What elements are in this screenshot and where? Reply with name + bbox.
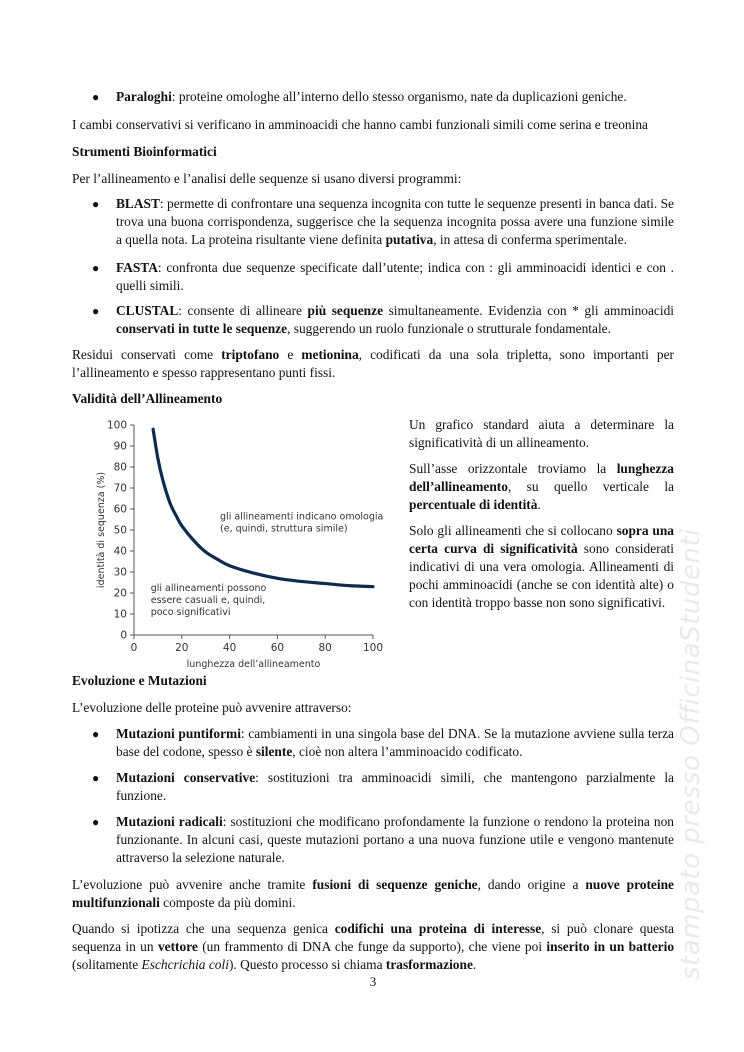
text: simultaneamente. Evidenzia con * gli amminoacidi [383,303,674,318]
x-tick-label: 40 [222,642,237,654]
annotation-line: gli allineamenti indicano omologia [220,511,384,523]
y-tick-label: 50 [113,524,127,537]
text: : proteine omologhe all’interno dello stesso organismo, nate da duplicazioni geniche. [171,89,627,104]
text: Per l’allineamento e l’analisi delle sequenze si usano diversi programmi: [72,171,462,186]
annotation-line: gli allineamenti possono [150,582,267,594]
bullet-conservative [72,769,674,805]
section-heading: Evoluzione e Mutazioni [72,673,207,688]
bullet-icon: ● [92,727,100,741]
text: : cambiamenti in una singola base del DNA. Se la mutazione avviene sulla terza base del codone, spesso è [116,726,674,759]
text: Sull’asse orizzontale troviamo la [409,461,617,476]
term: triptofano [221,347,280,362]
paragraph [116,195,674,249]
x-tick-label: 0 [130,642,138,654]
y-tick-label: 20 [113,587,127,600]
paragraph [116,725,674,761]
term: fusioni di sequenze geniche [312,877,478,892]
axes [96,420,383,671]
term: inserito in un batterio [546,939,675,954]
term: putativa [385,232,434,247]
paragraph [72,346,674,382]
bullet-clustal [72,302,674,338]
text: ). Questo processo si chiama [228,957,386,972]
x-axis-label: lunghezza dell’allineamento [186,659,321,670]
x-tick-label: 100 [362,642,384,654]
y-tick-label: 60 [113,503,127,516]
watermark: stampato presso OfficinaStudenti [676,528,706,980]
x-tick-label: 20 [175,642,189,654]
bullet-icon: ● [92,261,100,275]
paragraph [116,88,674,106]
term: BLAST [116,196,160,211]
paragraph [72,876,674,912]
text: (un frammento di DNA che funge da supporto), che viene poi [197,939,547,954]
bullet-radicali [72,813,674,867]
text: , dando origine a [477,877,586,892]
significance-curve [153,429,373,587]
text: Solo gli allineamenti che si collocano [409,523,617,538]
term: più sequenze [307,303,384,318]
x-tick-label: 80 [318,642,332,654]
text: , codificati da una sola tripletta, sono importanti per l’allineamento e spesso rappresentano punti fissi. [72,347,674,380]
text: . [537,497,541,512]
text: : confronta due sequenze specificate dall’utente; indica con : gli amminoacidi identici e con . quelli simili. [116,260,674,293]
term: silente [255,744,293,759]
paragraph-cambi-conservativi [72,116,674,134]
annotation-line: essere casuali e, quindi, [150,594,266,606]
annotation-line: poco significativi [150,606,231,618]
term: Mutazioni conservative [116,770,256,785]
y-tick-label: 10 [113,608,127,621]
term: Paraloghi [116,89,172,104]
term: nuove proteine multifunzionali [72,877,674,910]
chart-annotation [220,512,383,535]
text: , suggerendo un ruolo funzionale o strutturale fondamentale. [287,321,611,336]
text: , cioè non altera l’amminoacido codificato. [292,744,523,759]
section-heading: Validità dell’Allineamento [72,391,223,406]
y-tick-label: 0 [120,629,127,642]
text: : permette di confrontare una sequenza incognita con tutte le sequenze presenti in banca dati. Se trova una buona corrispondenza, suggerisce che la sequenza incognita possa avere una funzione simile a quella nota. La proteina risultante viene definita [116,196,674,247]
bullet-fasta [72,259,674,295]
chart-annotation [151,583,267,618]
paragraph-clonaggio [72,920,674,974]
y-tick-label: 90 [113,440,127,453]
y-axis-label: identità di sequenza (%) [96,471,107,589]
heading-strumenti [72,143,674,161]
paragraph [116,813,674,867]
text: , si può clonare questa sequenza in un [72,921,675,954]
paragraph [72,920,674,974]
paragraph-intro-strumenti [72,170,674,188]
bullet-blast [72,195,674,249]
bullet-icon: ● [92,304,100,318]
paragraph [116,302,674,338]
term: CLUSTAL [116,303,179,318]
paragraph [116,259,674,295]
bullet-icon: ● [92,771,100,785]
text: , in attesa di conferma sperimentale. [433,232,627,247]
annotation-layer [151,512,384,618]
bullet-icon: ● [92,815,100,829]
bullet-icon: ● [92,197,100,211]
term: metionina [301,347,359,362]
term: conservati in tutte le sequenze [116,321,288,336]
term: sopra una certa curva di significatività [409,523,674,556]
y-tick-label: 70 [113,482,127,495]
text: L’evoluzione delle proteine può avvenire attraverso: [72,700,352,715]
section-heading: Strumenti Bioinformatici [72,144,217,159]
bullet-paraloghi [72,88,674,106]
y-tick-label: 40 [113,545,127,558]
paragraph-fusioni [72,876,674,912]
species-name: Eschcrichia coli [141,957,229,972]
term: trasformazione [385,957,473,972]
text: : sostituzioni tra amminoacidi simili, che mantengono parzialmente la funzione. [116,770,674,803]
text: (solitamente [72,957,142,972]
y-tick-label: 30 [113,566,127,579]
term: Mutazioni radicali [116,814,223,829]
heading-validita [72,390,674,408]
term: percentuale di identità [409,497,538,512]
bullet-puntiformi [72,725,674,761]
chart-description [409,416,674,612]
curve-layer [153,429,373,587]
paragraph: Un grafico standard aiuta a determinare la significatività di un allineamento. [409,417,674,450]
term: lunghezza dell’allineamento [409,461,674,494]
annotation-line: (e, quindi, struttura simile) [220,523,348,535]
term: codifichi una proteina di interesse [334,921,542,936]
text: e [279,347,302,362]
text: Residui conservati come [72,347,222,362]
bullet-icon: ● [92,90,100,104]
paragraph [409,460,674,514]
paragraph [116,769,674,805]
term: FASTA [116,260,158,275]
y-tick-label: 100 [106,419,127,432]
heading-evoluzione [72,672,674,690]
text: sono considerati indicativi di una vera omologia. Allineamenti di pochi amminoacidi (anche se con identità alte) o con identità troppo basse non sono significativi. [409,541,674,610]
text: composte da più domini. [159,895,296,910]
paragraph-intro-evoluzione [72,699,674,717]
text: Quando si ipotizza che una sequenza genica [72,921,335,936]
text: . [472,957,477,972]
page-number: 3 [369,974,377,989]
y-tick-label: 80 [113,461,127,474]
paragraph [409,522,674,612]
text: L’evoluzione può avvenire anche tramite [72,877,313,892]
term: Mutazioni puntiformi [116,726,241,741]
text: : consente di allineare [178,303,308,318]
text: , su quello verticale la [507,479,674,494]
term: vettore [157,939,198,954]
paragraph-residui [72,346,674,382]
text: : sostituzioni che modificano profondamente la funzione o rendono la proteina non funzionante. In alcuni casi, queste mutazioni portano a una nuova funzione utile e vengono mantenute attraverso la selezione naturale. [116,814,674,865]
chart-svg [92,412,412,674]
text: I cambi conservativi si verificano in amminoacidi che hanno cambi funzionali simili come serina e treonina [72,117,648,132]
x-tick-label: 60 [270,642,285,654]
significance-chart [92,412,412,674]
